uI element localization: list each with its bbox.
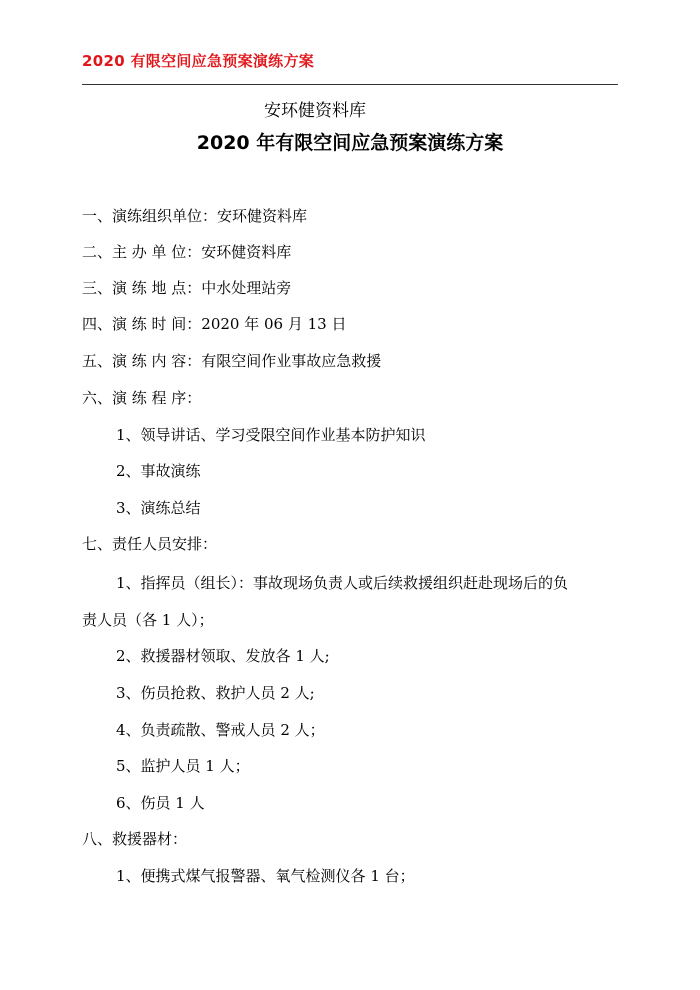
personnel-item: 3、伤员抢救、救护人员 2 人; [116, 684, 315, 702]
procedure-item: 1、领导讲话、学习受限空间作业基本防护知识 [116, 426, 426, 444]
section-host: 二、主 办 单 位：安环健资料库 [82, 243, 292, 261]
org-name: 安环健资料库 [264, 101, 366, 121]
section-organizer: 一、演练组织单位：安环健资料库 [82, 207, 308, 225]
section-time: 四、演 练 时 间：2020 年 06 月 13 日 [82, 315, 347, 333]
personnel-item-continued: 责人员（各 1 人）； [82, 611, 214, 629]
header-title: 2020 有限空间应急预案演练方案 [82, 52, 315, 70]
personnel-item: 4、负责疏散、警戒人员 2 人； [116, 721, 325, 739]
equipment-item: 1、便携式煤气报警器、氧气检测仪各 1 台； [116, 867, 415, 885]
document-title: 2020 年有限空间应急预案演练方案 [196, 132, 504, 154]
section-personnel: 七、责任人员安排： [82, 535, 218, 553]
personnel-item: 6、伤员 1 人 [116, 794, 205, 812]
procedure-item: 2、事故演练 [116, 462, 201, 480]
section-procedure: 六、演 练 程 序： [82, 389, 202, 407]
header-divider [82, 84, 618, 85]
personnel-item: 5、监护人员 1 人； [116, 757, 250, 775]
section-location: 三、演 练 地 点：中水处理站旁 [82, 279, 292, 297]
personnel-item: 2、救援器材领取、发放各 1 人; [116, 647, 330, 665]
section-equipment: 八、救援器材： [82, 830, 188, 848]
section-content: 五、演 练 内 容：有限空间作业事故应急救援 [82, 352, 382, 370]
procedure-item: 3、演练总结 [116, 499, 201, 517]
personnel-item: 1、指挥员（组长）：事故现场负责人或后续救援组织赶赴现场后的负 [116, 574, 569, 592]
